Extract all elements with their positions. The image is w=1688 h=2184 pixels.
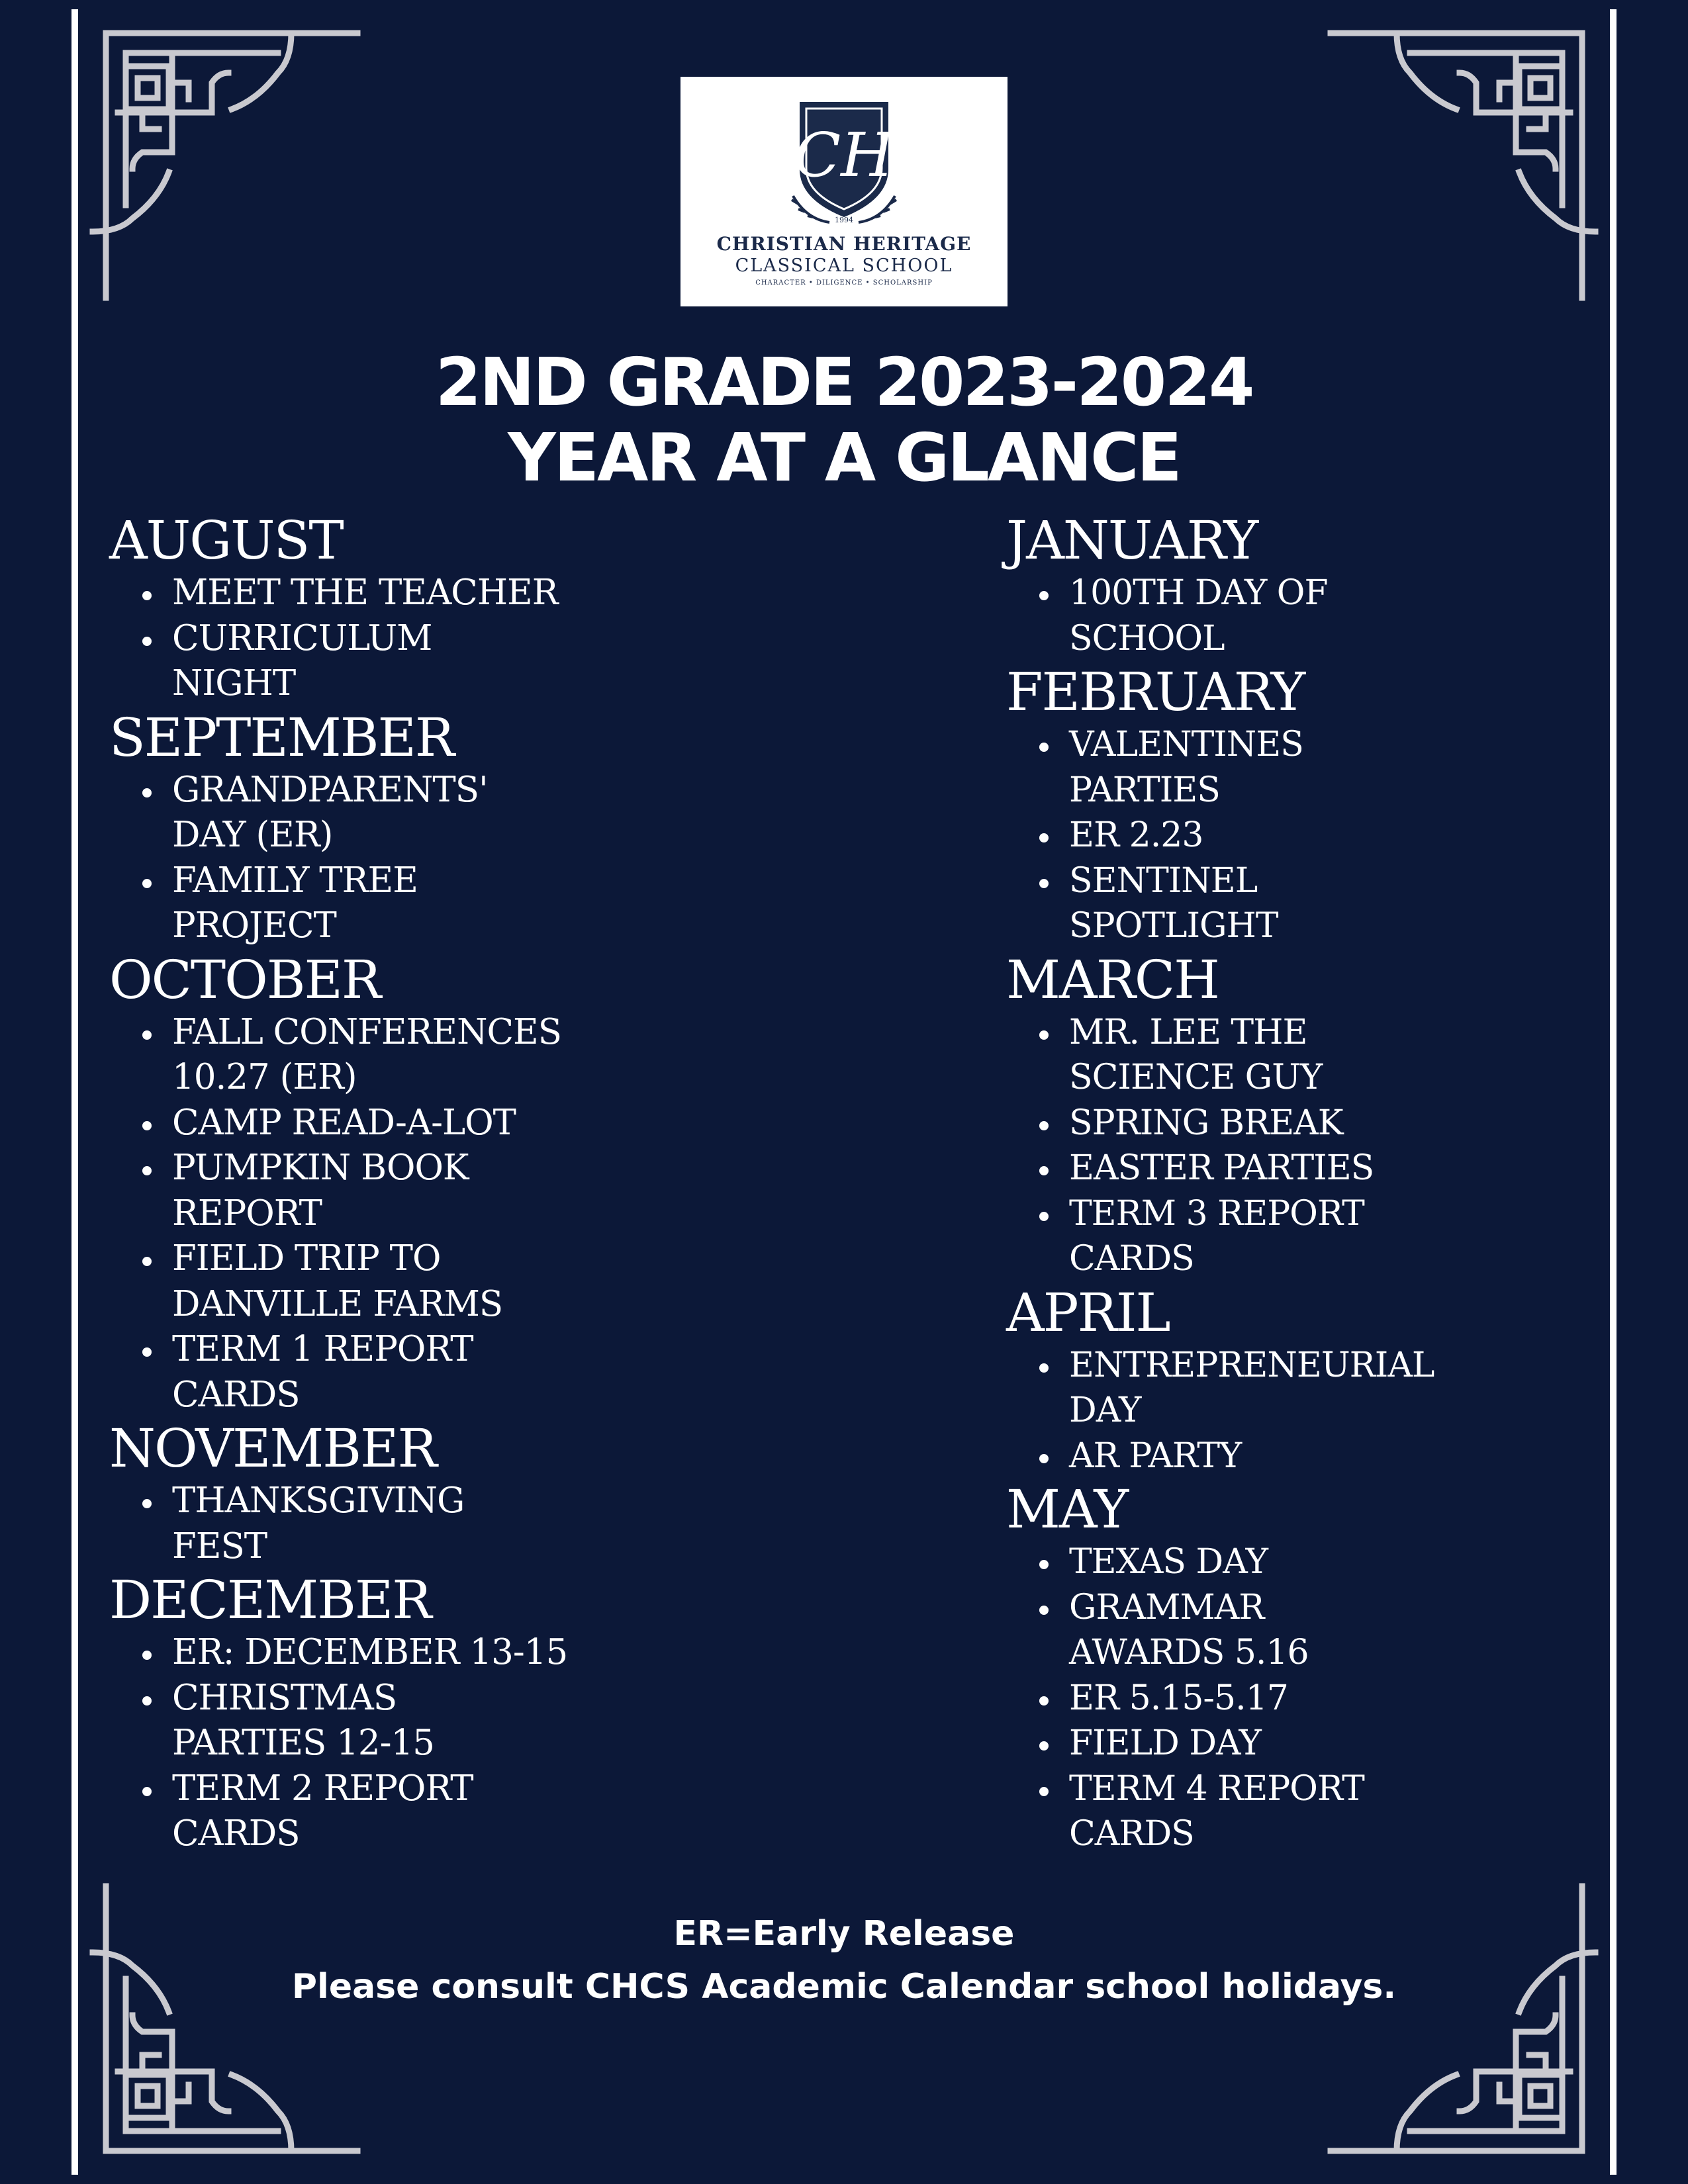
list-item: TERM 1 REPORT CARDS <box>172 1327 516 1418</box>
list-item: GRANDPARENTS' DAY (ER) <box>172 768 530 858</box>
list-item: ER 2.23 <box>1069 813 1523 858</box>
greek-key-corner-icon <box>1317 20 1609 311</box>
left-month-column <box>109 510 652 1857</box>
month-heading: MAY <box>1006 1479 1128 1540</box>
event-list <box>109 768 652 949</box>
list-item: MEET THE TEACHER <box>172 570 652 616</box>
school-logo <box>680 77 1008 306</box>
frame-line-left <box>71 9 78 2175</box>
event-list <box>1006 722 1523 949</box>
list-item: SENTINEL SPOTLIGHT <box>1069 858 1380 949</box>
event-list <box>1006 570 1523 661</box>
event-list <box>1006 1539 1523 1857</box>
list-item: CAMP READ-A-LOT <box>172 1101 652 1146</box>
list-item: FIELD DAY <box>1069 1721 1523 1766</box>
month-section-december <box>109 1570 652 1857</box>
month-section-august <box>109 511 652 707</box>
month-heading: OCTOBER <box>109 948 381 1011</box>
month-section-april <box>1006 1283 1523 1479</box>
logo-motto: CHARACTER • DILIGENCE • SCHOLARSHIP <box>755 279 933 287</box>
list-item: TERM 3 REPORT CARDS <box>1069 1191 1413 1282</box>
right-month-column <box>1006 510 1523 1857</box>
month-heading: AUGUST <box>109 510 343 571</box>
list-item: ER 5.15-5.17 <box>1069 1676 1523 1721</box>
list-item: CHRISTMAS PARTIES 12-15 <box>172 1676 516 1766</box>
list-item: 100TH DAY OF SCHOOL <box>1069 570 1387 661</box>
month-section-october <box>109 950 652 1418</box>
month-heading: FEBRUARY <box>1006 661 1305 723</box>
page-title-line1: 2ND GRADE 2023-2024 <box>435 343 1253 421</box>
list-item: FAMILY TREE PROJECT <box>172 858 470 949</box>
month-heading: MARCH <box>1006 948 1219 1011</box>
logo-year: 1994 <box>835 216 853 224</box>
list-item: PUMPKIN BOOK REPORT <box>172 1146 516 1236</box>
event-list <box>1006 1010 1523 1282</box>
list-item: ER: DECEMBER 13-15 <box>172 1630 652 1676</box>
month-heading: NOVEMBER <box>109 1418 436 1479</box>
event-list <box>109 570 652 707</box>
month-section-february <box>1006 662 1523 949</box>
month-heading: DECEMBER <box>109 1569 431 1631</box>
list-item: THANKSGIVING FEST <box>172 1479 516 1569</box>
month-heading: APRIL <box>1006 1281 1170 1343</box>
list-item: TERM 4 REPORT CARDS <box>1069 1766 1413 1857</box>
month-heading: JANUARY <box>1006 510 1258 571</box>
event-list <box>109 1010 652 1418</box>
month-section-march <box>1006 950 1523 1282</box>
list-item: FIELD TRIP TO DANVILLE FARMS <box>172 1236 583 1327</box>
list-item: TEXAS DAY <box>1069 1539 1523 1585</box>
month-section-november <box>109 1419 652 1569</box>
footer-legend: ER=Early Release <box>673 1914 1015 1954</box>
month-section-january <box>1006 511 1523 661</box>
event-list <box>1006 1343 1523 1479</box>
logo-monogram: CH <box>794 120 894 191</box>
list-item: VALENTINES PARTIES <box>1069 722 1380 813</box>
list-item: EASTER PARTIES <box>1069 1146 1523 1191</box>
list-item: GRAMMAR AWARDS 5.16 <box>1069 1585 1387 1676</box>
list-item: AR PARTY <box>1069 1433 1523 1479</box>
logo-name-line2: CLASSICAL SCHOOL <box>735 255 953 276</box>
logo-name-line1: CHRISTIAN HERITAGE <box>716 233 972 255</box>
page-title-line2: YEAR AT A GLANCE <box>508 419 1180 496</box>
greek-key-corner-icon <box>79 20 371 311</box>
frame-line-right <box>1610 9 1617 2175</box>
event-list <box>109 1479 652 1569</box>
event-list <box>109 1630 652 1857</box>
list-item: TERM 2 REPORT CARDS <box>172 1766 516 1857</box>
list-item: CURRICULUM NIGHT <box>172 616 457 707</box>
footer-note: Please consult CHCS Academic Calendar school holidays. <box>291 1967 1397 2007</box>
list-item: SPRING BREAK <box>1069 1101 1523 1146</box>
month-heading: SEPTEMBER <box>109 706 454 768</box>
month-section-may <box>1006 1480 1523 1857</box>
list-item: ENTREPRENEURIAL DAY <box>1069 1343 1479 1433</box>
list-item: FALL CONFERENCES 10.27 (ER) <box>172 1010 583 1101</box>
list-item: MR. LEE THE SCIENCE GUY <box>1069 1010 1387 1101</box>
month-section-september <box>109 708 652 949</box>
